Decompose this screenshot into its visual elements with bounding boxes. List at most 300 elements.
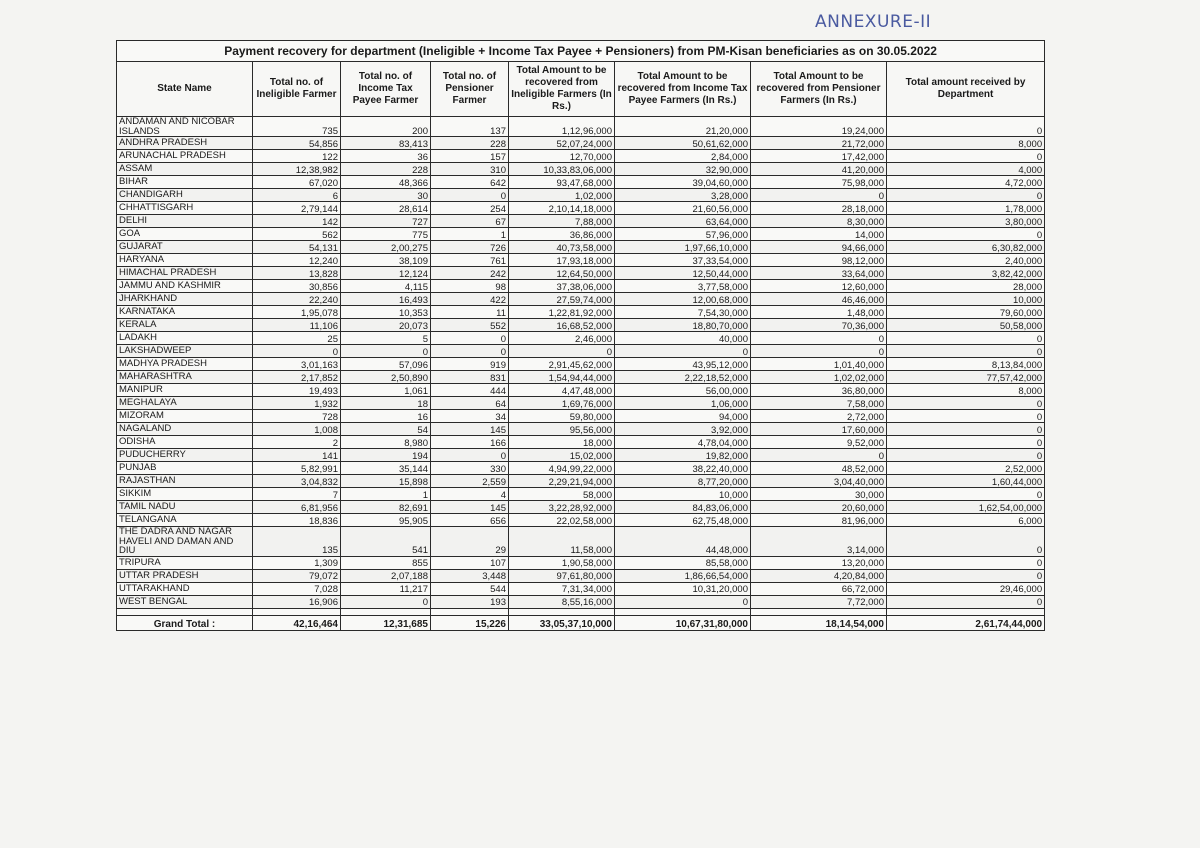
value-cell: 30,856 (253, 280, 341, 293)
value-cell: 193 (431, 595, 509, 608)
value-cell: 242 (431, 267, 509, 280)
state-name-cell: LAKSHADWEEP (117, 345, 253, 358)
value-cell: 0 (887, 150, 1045, 163)
value-cell: 48,52,000 (751, 462, 887, 475)
state-name-cell: PUNJAB (117, 462, 253, 475)
value-cell: 2,22,18,52,000 (615, 371, 751, 384)
state-name-cell: TAMIL NADU (117, 501, 253, 514)
value-cell: 2,91,45,62,000 (509, 358, 615, 371)
value-cell: 95,56,000 (509, 423, 615, 436)
value-cell: 1,932 (253, 397, 341, 410)
column-header: Total no. of Ineligible Farmer (253, 62, 341, 117)
state-name-cell: ANDAMAN AND NICOBAR ISLANDS (117, 117, 253, 137)
state-name-cell: GOA (117, 228, 253, 241)
table-row (117, 163, 1045, 176)
value-cell: 1,309 (253, 556, 341, 569)
value-cell: 145 (431, 423, 509, 436)
value-cell: 1,22,81,92,000 (509, 306, 615, 319)
value-cell: 1,12,96,000 (509, 117, 615, 137)
table-row (117, 582, 1045, 595)
table-row (117, 514, 1045, 527)
value-cell: 0 (887, 228, 1045, 241)
value-cell: 7,58,000 (751, 397, 887, 410)
value-cell: 0 (887, 436, 1045, 449)
value-cell: 2,52,000 (887, 462, 1045, 475)
value-cell: 422 (431, 293, 509, 306)
value-cell: 728 (253, 410, 341, 423)
value-cell: 18,000 (509, 436, 615, 449)
value-cell: 66,72,000 (751, 582, 887, 595)
value-cell: 16 (341, 410, 431, 423)
table-row (117, 241, 1045, 254)
state-name-cell: HIMACHAL PRADESH (117, 267, 253, 280)
value-cell: 107 (431, 556, 509, 569)
value-cell: 1,02,02,000 (751, 371, 887, 384)
column-header: Total no. of Income Tax Payee Farmer (341, 62, 431, 117)
value-cell: 8,980 (341, 436, 431, 449)
value-cell: 22,02,58,000 (509, 514, 615, 527)
value-cell: 12,124 (341, 267, 431, 280)
table-row (117, 358, 1045, 371)
value-cell: 0 (887, 345, 1045, 358)
spacer-row (117, 608, 1045, 615)
value-cell: 34 (431, 410, 509, 423)
value-cell: 254 (431, 202, 509, 215)
state-name-cell: CHANDIGARH (117, 189, 253, 202)
value-cell: 41,20,000 (751, 163, 887, 176)
value-cell: 0 (887, 488, 1045, 501)
table-row (117, 176, 1045, 189)
state-name-cell: JHARKHAND (117, 293, 253, 306)
value-cell: 83,413 (341, 137, 431, 150)
value-cell: 29 (431, 527, 509, 557)
spacer-cell (253, 608, 341, 615)
table-row (117, 117, 1045, 137)
value-cell: 1,061 (341, 384, 431, 397)
value-cell: 10,31,20,000 (615, 582, 751, 595)
value-cell: 6,81,956 (253, 501, 341, 514)
recovery-table (116, 40, 1045, 631)
state-name-cell: ANDHRA PRADESH (117, 137, 253, 150)
value-cell: 5,82,991 (253, 462, 341, 475)
value-cell: 8,55,16,000 (509, 595, 615, 608)
value-cell: 735 (253, 117, 341, 137)
value-cell: 0 (431, 449, 509, 462)
value-cell: 8,13,84,000 (887, 358, 1045, 371)
value-cell: 310 (431, 163, 509, 176)
value-cell: 12,00,68,000 (615, 293, 751, 306)
value-cell: 16,906 (253, 595, 341, 608)
value-cell: 0 (887, 189, 1045, 202)
value-cell: 4,115 (341, 280, 431, 293)
grand-total-value: 2,61,74,44,000 (887, 615, 1045, 630)
state-name-cell: BIHAR (117, 176, 253, 189)
value-cell: 18,836 (253, 514, 341, 527)
state-name-cell: GUJARAT (117, 241, 253, 254)
table-row (117, 293, 1045, 306)
value-cell: 0 (253, 345, 341, 358)
table-row (117, 449, 1045, 462)
value-cell: 157 (431, 150, 509, 163)
value-cell: 2,07,188 (341, 569, 431, 582)
value-cell: 2,79,144 (253, 202, 341, 215)
value-cell: 38,22,40,000 (615, 462, 751, 475)
value-cell: 6,000 (887, 514, 1045, 527)
table-row (117, 501, 1045, 514)
value-cell: 10,33,83,06,000 (509, 163, 615, 176)
state-name-cell: DELHI (117, 215, 253, 228)
value-cell: 4,78,04,000 (615, 436, 751, 449)
table-row (117, 436, 1045, 449)
value-cell: 14,000 (751, 228, 887, 241)
value-cell: 0 (751, 189, 887, 202)
spacer-cell (431, 608, 509, 615)
value-cell: 2,72,000 (751, 410, 887, 423)
value-cell: 94,000 (615, 410, 751, 423)
value-cell: 21,20,000 (615, 117, 751, 137)
recovery-table-container (116, 40, 1044, 631)
value-cell: 46,46,000 (751, 293, 887, 306)
table-row (117, 137, 1045, 150)
spacer-cell (117, 608, 253, 615)
value-cell: 58,000 (509, 488, 615, 501)
grand-total-value: 33,05,37,10,000 (509, 615, 615, 630)
value-cell: 1,48,000 (751, 306, 887, 319)
value-cell: 12,70,000 (509, 150, 615, 163)
value-cell: 0 (887, 410, 1045, 423)
spacer-cell (887, 608, 1045, 615)
value-cell: 2,46,000 (509, 332, 615, 345)
value-cell: 40,73,58,000 (509, 241, 615, 254)
state-name-cell: ARUNACHAL PRADESH (117, 150, 253, 163)
value-cell: 166 (431, 436, 509, 449)
grand-total-row (117, 615, 1045, 630)
value-cell: 11,58,000 (509, 527, 615, 557)
state-name-cell: ASSAM (117, 163, 253, 176)
value-cell: 1,008 (253, 423, 341, 436)
column-header: Total Amount to be recovered from Income Tax Payee Farmers (In Rs.) (615, 62, 751, 117)
column-header: Total amount received by Department (887, 62, 1045, 117)
value-cell: 0 (615, 345, 751, 358)
value-cell: 0 (887, 423, 1045, 436)
value-cell: 0 (887, 595, 1045, 608)
value-cell: 12,240 (253, 254, 341, 267)
table-row (117, 527, 1045, 557)
state-name-cell: MEGHALAYA (117, 397, 253, 410)
value-cell: 444 (431, 384, 509, 397)
value-cell: 21,60,56,000 (615, 202, 751, 215)
state-name-cell: MANIPUR (117, 384, 253, 397)
value-cell: 4,47,48,000 (509, 384, 615, 397)
state-name-cell: RAJASTHAN (117, 475, 253, 488)
value-cell: 0 (887, 527, 1045, 557)
value-cell: 1,54,94,44,000 (509, 371, 615, 384)
value-cell: 52,07,24,000 (509, 137, 615, 150)
state-name-cell: MADHYA PRADESH (117, 358, 253, 371)
value-cell: 37,38,06,000 (509, 280, 615, 293)
value-cell: 28,000 (887, 280, 1045, 293)
value-cell: 93,47,68,000 (509, 176, 615, 189)
table-row (117, 556, 1045, 569)
value-cell: 1,90,58,000 (509, 556, 615, 569)
state-name-cell: MAHARASHTRA (117, 371, 253, 384)
value-cell: 11 (431, 306, 509, 319)
value-cell: 552 (431, 319, 509, 332)
value-cell: 0 (887, 332, 1045, 345)
value-cell: 16,68,52,000 (509, 319, 615, 332)
value-cell: 44,48,000 (615, 527, 751, 557)
value-cell: 775 (341, 228, 431, 241)
value-cell: 3,80,000 (887, 215, 1045, 228)
value-cell: 81,96,000 (751, 514, 887, 527)
spacer-cell (615, 608, 751, 615)
table-row (117, 595, 1045, 608)
table-row (117, 397, 1045, 410)
value-cell: 75,98,000 (751, 176, 887, 189)
value-cell: 19,82,000 (615, 449, 751, 462)
value-cell: 62,75,48,000 (615, 514, 751, 527)
table-row (117, 462, 1045, 475)
value-cell: 656 (431, 514, 509, 527)
value-cell: 8,000 (887, 384, 1045, 397)
table-row (117, 280, 1045, 293)
value-cell: 21,72,000 (751, 137, 887, 150)
grand-total-value: 12,31,685 (341, 615, 431, 630)
value-cell: 1,01,40,000 (751, 358, 887, 371)
value-cell: 2,29,21,94,000 (509, 475, 615, 488)
value-cell: 2 (253, 436, 341, 449)
value-cell: 2,559 (431, 475, 509, 488)
value-cell: 0 (509, 345, 615, 358)
value-cell: 0 (751, 345, 887, 358)
state-name-cell: CHHATTISGARH (117, 202, 253, 215)
value-cell: 8,30,000 (751, 215, 887, 228)
value-cell: 5 (341, 332, 431, 345)
table-row (117, 423, 1045, 436)
value-cell: 97,61,80,000 (509, 569, 615, 582)
value-cell: 35,144 (341, 462, 431, 475)
value-cell: 50,61,62,000 (615, 137, 751, 150)
value-cell: 2,50,890 (341, 371, 431, 384)
value-cell: 48,366 (341, 176, 431, 189)
table-body (117, 117, 1045, 631)
value-cell: 228 (431, 137, 509, 150)
value-cell: 54,131 (253, 241, 341, 254)
value-cell: 12,60,000 (751, 280, 887, 293)
value-cell: 94,66,000 (751, 241, 887, 254)
value-cell: 20,60,000 (751, 501, 887, 514)
value-cell: 6,30,82,000 (887, 241, 1045, 254)
value-cell: 122 (253, 150, 341, 163)
grand-total-label: Grand Total : (117, 615, 253, 630)
column-header: State Name (117, 62, 253, 117)
value-cell: 12,38,982 (253, 163, 341, 176)
value-cell: 562 (253, 228, 341, 241)
value-cell: 761 (431, 254, 509, 267)
value-cell: 40,000 (615, 332, 751, 345)
table-row (117, 215, 1045, 228)
value-cell: 0 (887, 569, 1045, 582)
value-cell: 727 (341, 215, 431, 228)
value-cell: 25 (253, 332, 341, 345)
state-name-cell: MIZORAM (117, 410, 253, 423)
table-row (117, 306, 1045, 319)
value-cell: 56,00,000 (615, 384, 751, 397)
value-cell: 7,028 (253, 582, 341, 595)
value-cell: 84,83,06,000 (615, 501, 751, 514)
value-cell: 3,28,000 (615, 189, 751, 202)
column-header: Total Amount to be recovered from Ineligible Farmers (In Rs.) (509, 62, 615, 117)
value-cell: 3,448 (431, 569, 509, 582)
value-cell: 57,096 (341, 358, 431, 371)
table-row (117, 371, 1045, 384)
value-cell: 15,02,000 (509, 449, 615, 462)
value-cell: 30,000 (751, 488, 887, 501)
value-cell: 59,80,000 (509, 410, 615, 423)
value-cell: 54 (341, 423, 431, 436)
value-cell: 200 (341, 117, 431, 137)
value-cell: 1,78,000 (887, 202, 1045, 215)
value-cell: 64 (431, 397, 509, 410)
value-cell: 77,57,42,000 (887, 371, 1045, 384)
table-row (117, 569, 1045, 582)
value-cell: 11,217 (341, 582, 431, 595)
value-cell: 228 (341, 163, 431, 176)
table-row (117, 150, 1045, 163)
value-cell: 3,77,58,000 (615, 280, 751, 293)
table-row (117, 254, 1045, 267)
value-cell: 1,69,76,000 (509, 397, 615, 410)
value-cell: 2,00,275 (341, 241, 431, 254)
value-cell: 10,000 (887, 293, 1045, 306)
value-cell: 17,42,000 (751, 150, 887, 163)
state-name-cell: HARYANA (117, 254, 253, 267)
value-cell: 2,10,14,18,000 (509, 202, 615, 215)
value-cell: 98 (431, 280, 509, 293)
table-title: Payment recovery for department (Ineligible + Income Tax Payee + Pensioners) from PM-Kisan beneficiaries as on 30.05.2022 (117, 41, 1045, 62)
value-cell: 17,93,18,000 (509, 254, 615, 267)
value-cell: 135 (253, 527, 341, 557)
value-cell: 38,109 (341, 254, 431, 267)
value-cell: 194 (341, 449, 431, 462)
value-cell: 28,18,000 (751, 202, 887, 215)
grand-total-value: 42,16,464 (253, 615, 341, 630)
value-cell: 9,52,000 (751, 436, 887, 449)
state-name-cell: SIKKIM (117, 488, 253, 501)
value-cell: 28,614 (341, 202, 431, 215)
value-cell: 29,46,000 (887, 582, 1045, 595)
value-cell: 82,691 (341, 501, 431, 514)
table-row (117, 475, 1045, 488)
value-cell: 3,01,163 (253, 358, 341, 371)
grand-total-value: 10,67,31,80,000 (615, 615, 751, 630)
value-cell: 3,82,42,000 (887, 267, 1045, 280)
value-cell: 7,31,34,000 (509, 582, 615, 595)
value-cell: 0 (431, 189, 509, 202)
state-name-cell: KERALA (117, 319, 253, 332)
value-cell: 330 (431, 462, 509, 475)
value-cell: 2,84,000 (615, 150, 751, 163)
value-cell: 13,20,000 (751, 556, 887, 569)
value-cell: 98,12,000 (751, 254, 887, 267)
value-cell: 831 (431, 371, 509, 384)
value-cell: 13,828 (253, 267, 341, 280)
value-cell: 1,02,000 (509, 189, 615, 202)
table-row (117, 202, 1045, 215)
value-cell: 17,60,000 (751, 423, 887, 436)
value-cell: 4,72,000 (887, 176, 1045, 189)
value-cell: 3,92,000 (615, 423, 751, 436)
value-cell: 19,493 (253, 384, 341, 397)
table-row (117, 410, 1045, 423)
value-cell: 27,59,74,000 (509, 293, 615, 306)
value-cell: 36,86,000 (509, 228, 615, 241)
state-name-cell: PUDUCHERRY (117, 449, 253, 462)
value-cell: 7,72,000 (751, 595, 887, 608)
value-cell: 1,62,54,00,000 (887, 501, 1045, 514)
spacer-cell (509, 608, 615, 615)
value-cell: 36,80,000 (751, 384, 887, 397)
value-cell: 37,33,54,000 (615, 254, 751, 267)
value-cell: 67,020 (253, 176, 341, 189)
grand-total-value: 18,14,54,000 (751, 615, 887, 630)
value-cell: 57,96,000 (615, 228, 751, 241)
value-cell: 20,073 (341, 319, 431, 332)
value-cell: 8,000 (887, 137, 1045, 150)
table-row (117, 189, 1045, 202)
value-cell: 0 (887, 449, 1045, 462)
table-row (117, 384, 1045, 397)
state-name-cell: NAGALAND (117, 423, 253, 436)
value-cell: 18,80,70,000 (615, 319, 751, 332)
value-cell: 3,14,000 (751, 527, 887, 557)
value-cell: 0 (887, 117, 1045, 137)
value-cell: 0 (751, 449, 887, 462)
value-cell: 70,36,000 (751, 319, 887, 332)
value-cell: 85,58,000 (615, 556, 751, 569)
value-cell: 12,50,44,000 (615, 267, 751, 280)
value-cell: 15,898 (341, 475, 431, 488)
value-cell: 10,353 (341, 306, 431, 319)
table-row (117, 228, 1045, 241)
state-name-cell: LADAKH (117, 332, 253, 345)
value-cell: 79,072 (253, 569, 341, 582)
state-name-cell: KARNATAKA (117, 306, 253, 319)
value-cell: 95,905 (341, 514, 431, 527)
header-row (117, 62, 1045, 117)
value-cell: 39,04,60,000 (615, 176, 751, 189)
value-cell: 43,95,12,000 (615, 358, 751, 371)
value-cell: 142 (253, 215, 341, 228)
value-cell: 0 (341, 595, 431, 608)
value-cell: 0 (887, 556, 1045, 569)
value-cell: 0 (751, 332, 887, 345)
value-cell: 79,60,000 (887, 306, 1045, 319)
value-cell: 7,54,30,000 (615, 306, 751, 319)
value-cell: 4,94,99,22,000 (509, 462, 615, 475)
value-cell: 0 (341, 345, 431, 358)
value-cell: 19,24,000 (751, 117, 887, 137)
state-name-cell: UTTAR PRADESH (117, 569, 253, 582)
value-cell: 54,856 (253, 137, 341, 150)
value-cell: 726 (431, 241, 509, 254)
table-row (117, 488, 1045, 501)
value-cell: 544 (431, 582, 509, 595)
table-row (117, 267, 1045, 280)
value-cell: 32,90,000 (615, 163, 751, 176)
value-cell: 919 (431, 358, 509, 371)
value-cell: 137 (431, 117, 509, 137)
